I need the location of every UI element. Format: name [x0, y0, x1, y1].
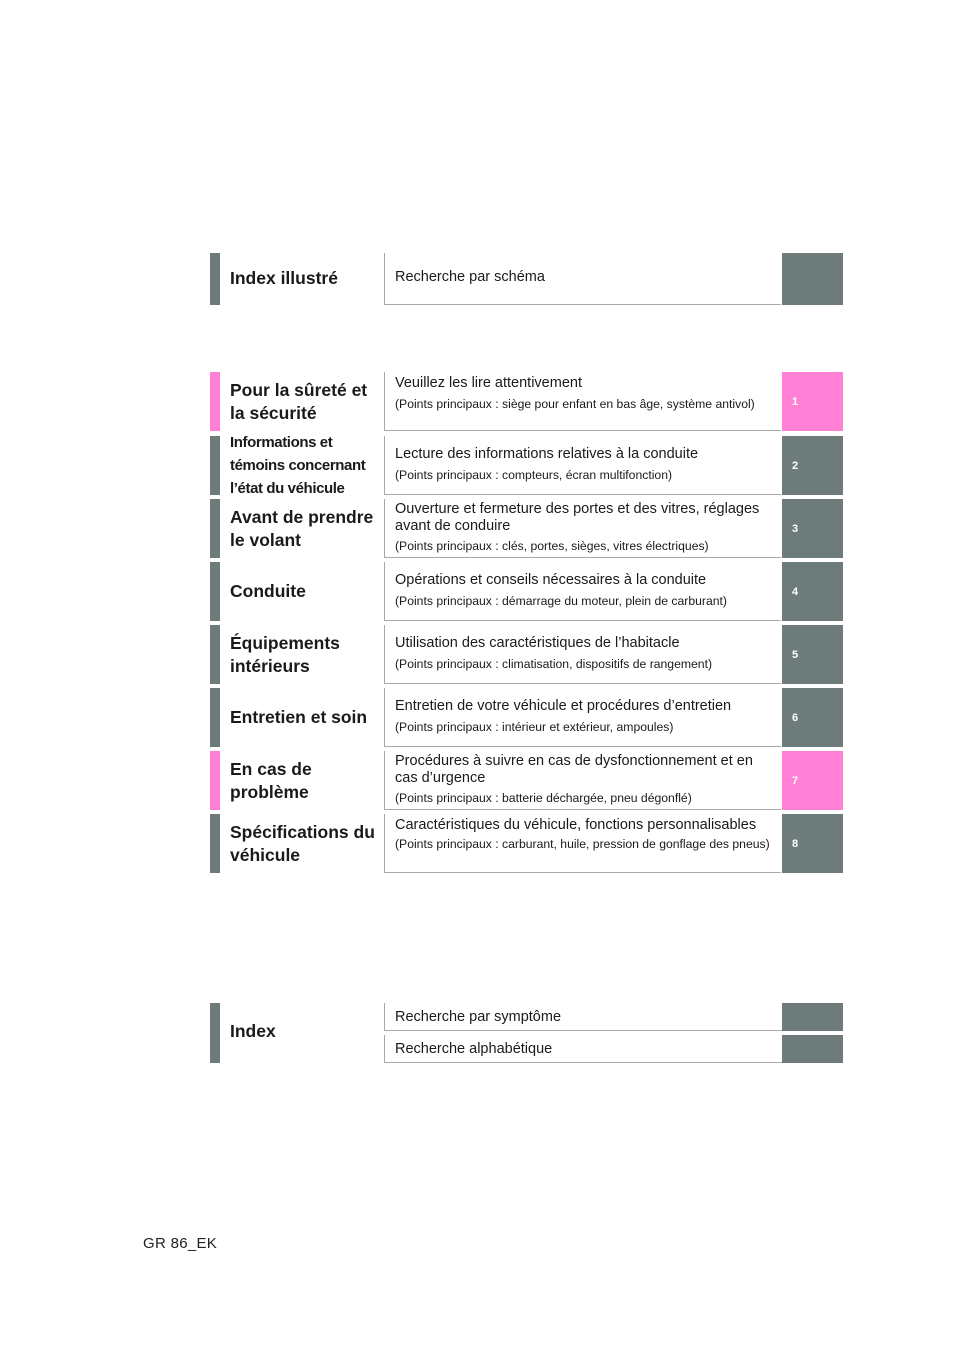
- section-key-points: (Points principaux : intérieur et extérieur, ampoules): [395, 720, 674, 734]
- section-tab-6[interactable]: [782, 688, 843, 747]
- section-title: Équipements intérieurs: [230, 632, 340, 676]
- section-bar: [210, 372, 220, 431]
- section-title: Spécifications du véhicule: [230, 821, 375, 865]
- section-bar: [210, 562, 220, 621]
- section-number: 3: [792, 522, 799, 535]
- section-title: Informations et témoins concernant l’état du véhicule: [230, 434, 366, 497]
- section-key-points: (Points principaux : batterie déchargée, pneu dégonflé): [395, 791, 692, 805]
- section-description: Entretien de votre véhicule et procédures d’entretien: [395, 698, 732, 714]
- section-description: Utilisation des caractéristiques de l’habitacle: [395, 635, 680, 651]
- section-description-box: [384, 562, 781, 621]
- section-description: Opérations et conseils nécessaires à la conduite: [395, 572, 707, 588]
- section-key-points: (Points principaux : compteurs, écran multifonction): [395, 468, 673, 482]
- section-description: Lecture des informations relatives à la conduite: [395, 446, 699, 462]
- section-3[interactable]: [210, 499, 843, 558]
- section-number: 4: [792, 585, 799, 598]
- section-bar: [210, 688, 220, 747]
- section-1[interactable]: [210, 372, 843, 431]
- section-bar: [210, 625, 220, 684]
- section-bar: [210, 751, 220, 810]
- section-number: 5: [792, 648, 799, 661]
- index-alphabetical-search[interactable]: Recherche alphabétique: [384, 1035, 782, 1063]
- section-tab[interactable]: [782, 253, 843, 305]
- section-title: Pour la sûreté et la sécurité: [230, 379, 368, 423]
- section-description-box: [384, 436, 781, 495]
- section-description-box: [384, 751, 781, 810]
- section-key-points: (Points principaux : démarrage du moteur, plein de carburant): [395, 594, 727, 608]
- section-tab-3[interactable]: [782, 499, 843, 558]
- section-description: Recherche par schéma: [395, 269, 545, 285]
- section-number: 1: [792, 395, 799, 408]
- section-tab-2[interactable]: [782, 436, 843, 495]
- section-4[interactable]: [210, 562, 843, 621]
- section-tab-7[interactable]: [782, 751, 843, 810]
- section-2[interactable]: [210, 436, 843, 495]
- section-tab-1[interactable]: [782, 372, 843, 431]
- section-title: Conduite: [230, 581, 306, 601]
- section-description-box: [384, 253, 781, 305]
- section-description: Procédures à suivre en cas de dysfonctionnement et en cas d’urgence: [395, 753, 753, 786]
- section-description: Caractéristiques du véhicule, fonctions personnalisables: [395, 817, 757, 833]
- section-number: 8: [792, 837, 799, 850]
- section-title: Index illustré: [230, 268, 338, 288]
- section-title: Avant de prendre le volant: [230, 506, 374, 550]
- section-7[interactable]: [210, 751, 843, 810]
- section-key-points: (Points principaux : clés, portes, sièges, vitres électriques): [395, 539, 709, 553]
- section-bar: [210, 253, 220, 305]
- section-description: Veuillez les lire attentivement: [395, 375, 582, 391]
- section-bar: [210, 436, 220, 495]
- section-title: Entretien et soin: [230, 707, 368, 727]
- section-key-points: (Points principaux : siège pour enfant en bas âge, système antivol): [395, 397, 755, 411]
- section-bar: [210, 499, 220, 558]
- index-search-by-symptom[interactable]: Recherche par symptôme: [384, 1003, 782, 1031]
- section-title: En cas de problème: [230, 758, 312, 802]
- section-key-points: (Points principaux : carburant, huile, pression de gonflage des pneus): [395, 837, 770, 851]
- section-5[interactable]: [210, 625, 843, 684]
- section-number: 7: [792, 774, 799, 787]
- section-description: Ouverture et fermeture des portes et des vitres, réglages avant de conduire: [395, 501, 760, 534]
- section-number: 2: [792, 459, 799, 472]
- index-bar: [210, 1003, 220, 1063]
- section-illustrated-index[interactable]: [210, 253, 843, 305]
- section-description-box: [384, 814, 781, 873]
- section-description-box: [384, 499, 781, 558]
- section-tab-8[interactable]: [782, 814, 843, 873]
- section-6[interactable]: [210, 688, 843, 747]
- index-tab-alphabetical[interactable]: [782, 1035, 843, 1063]
- index-tab-symptom[interactable]: [782, 1003, 843, 1031]
- index-title: Index: [230, 1021, 276, 1041]
- section-description-box: [384, 688, 781, 747]
- section-tab-4[interactable]: [782, 562, 843, 621]
- section-key-points: (Points principaux : climatisation, dispositifs de rangement): [395, 657, 713, 671]
- footer-code: GR 86_EK: [143, 1235, 218, 1252]
- section-8[interactable]: [210, 814, 843, 873]
- section-number: 6: [792, 711, 799, 724]
- section-description-box: [384, 625, 781, 684]
- section-bar: [210, 814, 220, 873]
- section-description-box: [384, 372, 781, 431]
- section-tab-5[interactable]: [782, 625, 843, 684]
